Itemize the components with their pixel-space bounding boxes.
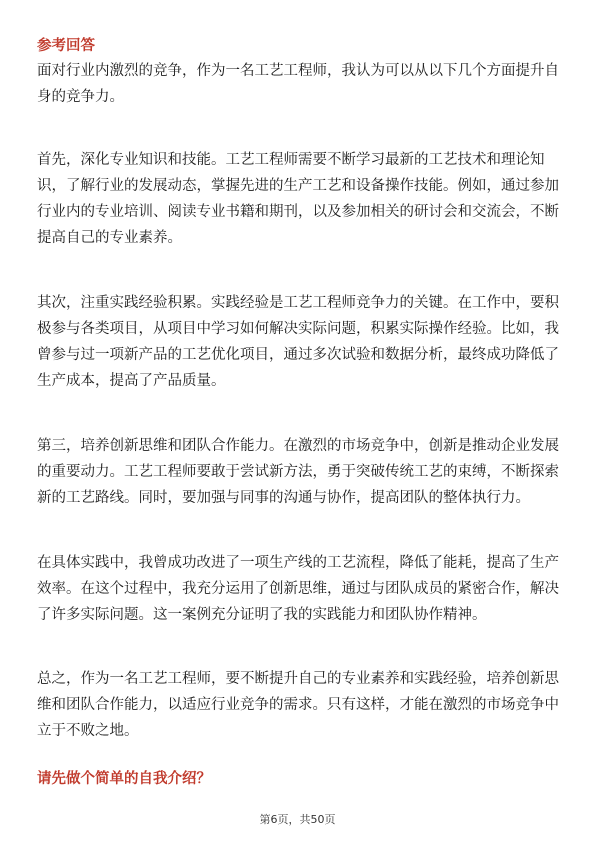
paragraph-line: 极参与各类项目，从项目中学习如何解决实际问题，积累实际操作经验。比如，我 — [37, 321, 559, 337]
paragraph-line: 生产成本，提高了产品质量。 — [37, 373, 226, 389]
paragraph-intro — [37, 58, 561, 110]
paragraph-line: 第三，培养创新思维和团队合作能力。在激烈的市场竞争中，创新是推动企业发展 — [37, 438, 559, 454]
paragraph-line: 的重要动力。工艺工程师要敢于尝试新方法，勇于突破传统工艺的束缚，不断探索 — [37, 464, 559, 480]
paragraph-line: 效率。在这个过程中，我充分运用了创新思维，通过与团队成员的紧密合作，解决 — [37, 581, 559, 597]
paragraph-line: 其次，注重实践经验积累。实践经验是工艺工程师竞争力的关键。在工作中，要积 — [37, 295, 559, 311]
paragraph-line: 行业内的专业培训、阅读专业书籍和期刊，以及参加相关的研讨会和交流会，不断 — [37, 204, 559, 220]
paragraph-second — [37, 290, 561, 394]
paragraph-line: 新的工艺路线。同时，要加强与同事的沟通与协作，提高团队的整体执行力。 — [37, 490, 530, 506]
paragraph-practice — [37, 550, 561, 628]
paragraph-line: 首先，深化专业知识和技能。工艺工程师需要不断学习最新的工艺技术和理论知 — [37, 152, 545, 168]
paragraph-line: 维和团队合作能力，以适应行业竞争的需求。只有这样，才能在激烈的市场竞争中 — [37, 697, 559, 713]
paragraph-line: 总之，作为一名工艺工程师，要不断提升自己的专业素养和实践经验，培养创新思 — [37, 671, 559, 687]
paragraph-line: 面对行业内激烈的竞争，作为一名工艺工程师，我认为可以从以下几个方面提升自 — [37, 63, 559, 79]
paragraph-line: 了许多实际问题。这一案例充分证明了我的实践能力和团队协作精神。 — [37, 607, 487, 623]
paragraph-conclusion — [37, 666, 561, 744]
paragraph-third — [37, 433, 561, 511]
answer-heading: 参考回答 — [37, 38, 95, 54]
paragraph-line: 识，了解行业的发展动态，掌握先进的生产工艺和设备操作技能。例如，通过参加 — [37, 178, 559, 194]
next-question-heading: 请先做个简单的自我介绍？ — [37, 771, 211, 787]
page-number-footer: 第6页，共50页 — [259, 813, 336, 826]
paragraph-line: 立于不败之地。 — [37, 723, 139, 739]
paragraph-line: 身的竞争力。 — [37, 89, 124, 105]
paragraph-first — [37, 147, 561, 251]
paragraph-line: 在具体实践中，我曾成功改进了一项生产线的工艺流程，降低了能耗，提高了生产 — [37, 555, 559, 571]
paragraph-line: 曾参与过一项新产品的工艺优化项目，通过多次试验和数据分析，最终成功降低了 — [37, 347, 559, 363]
paragraph-line: 提高自己的专业素养。 — [37, 230, 182, 246]
